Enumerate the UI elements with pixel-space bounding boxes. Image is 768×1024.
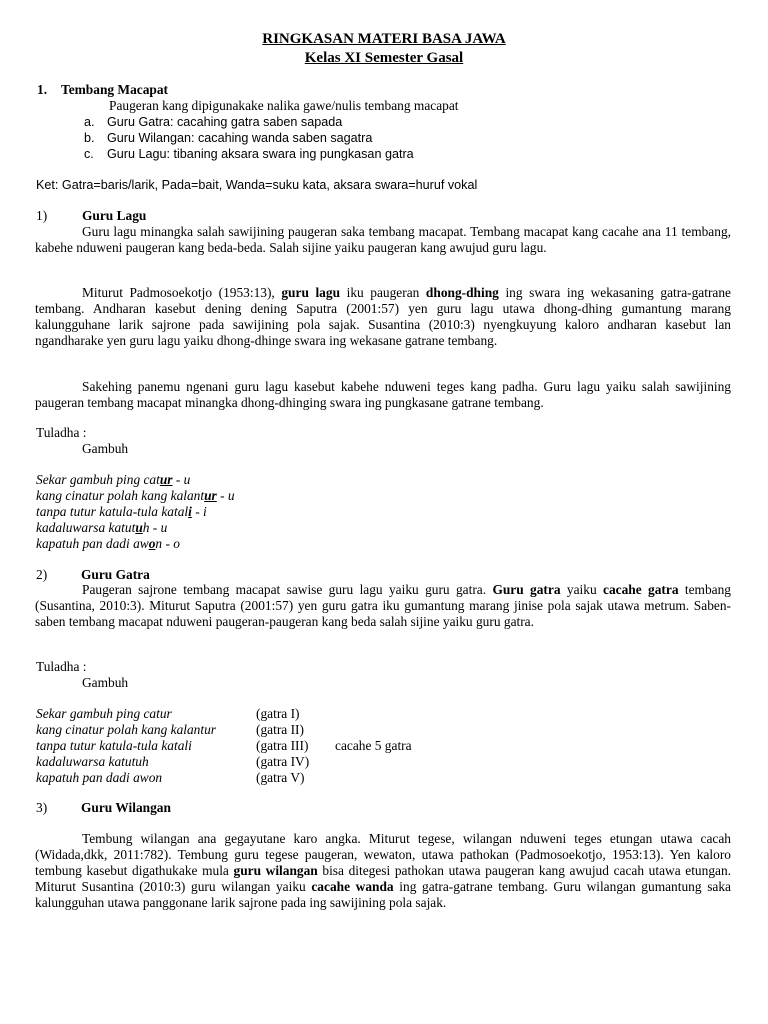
- gatra-label: (gatra IV): [256, 754, 310, 769]
- gatra-label: (gatra III): [256, 738, 309, 753]
- tembang-name: Gambuh: [82, 441, 129, 456]
- subsection-heading-guru-lagu: Guru Lagu: [82, 208, 147, 223]
- guru-gatra-paragraph: Paugeran sajrone tembang macapat sawise guru lagu yaiku guru gatra. Guru gatra yaiku cacahe gatra tembang (Susantina, 2010:3). Miturut Saputra (2001:57) yen guru gatra iku gumantung marang jinise pola sajak utawa metrum. Saben-saben tembang macapat nduweni paugeran-paugeran kang beda salah sijine yaiku guru gatra.: [35, 582, 731, 629]
- gatra-label: (gatra II): [256, 722, 304, 737]
- verse-line: kadaluwarsa katutuh - u: [36, 520, 168, 535]
- list-marker: b.: [84, 131, 95, 145]
- guru-wilangan-paragraph: Tembung wilangan ana gegayutane karo angka. Miturut tegese, wilangan nduweni teges etungan utawa cacah (Widada,dkk, 2011:782). Tembung guru tegese paugeran, wewaton, utawa pathokan (Padmosoekotjo, 1953:13). Yen kaloro tembung kasebut digathukake mula guru wilangan bisa ditegesi pathokan utawa paugeran kang awujud cacah utawa etungan. Miturut Susantina (2010:3) guru wilangan yaiku cacahe wanda ing gatra-gatrane tembang. Guru wilangan gumantung saka kalungguhan utawa panggonane larik sajrone pada ing sawijining pola sajak.: [35, 831, 732, 910]
- tuladha-label: Tuladha :: [36, 659, 87, 674]
- section-1-number: 1.: [37, 82, 48, 97]
- guru-lagu-paragraph-3: Sakehing panemu ngenani guru lagu kasebut kabehe nduweni teges kang padha. Guru lagu yaiku salah sawijining paugeran tembang macapat minangka dhong-dhinging swara ing pungkasane gatrane tembang.: [35, 379, 731, 410]
- document-title: RINGKASAN MATERI BASA JAWA: [262, 31, 506, 47]
- subsection-number: 2): [36, 567, 48, 582]
- gatra-label: (gatra V): [256, 770, 305, 785]
- list-marker: c.: [84, 147, 94, 161]
- verse-line: kapatuh pan dadi awon - o: [36, 536, 180, 551]
- subsection-number: 1): [36, 208, 48, 223]
- tembang-name: Gambuh: [82, 675, 129, 690]
- section-1-heading: Tembang Macapat: [61, 82, 169, 97]
- subsection-heading-guru-gatra: Guru Gatra: [81, 567, 150, 582]
- tuladha-label: Tuladha :: [36, 425, 87, 440]
- verse-line: tanpa tutur katula-tula katali: [36, 738, 192, 753]
- section-1-intro: Paugeran kang dipigunakake nalika gawe/nulis tembang macapat: [109, 98, 459, 113]
- guru-lagu-paragraph-2: Miturut Padmosoekotjo (1953:13), guru lagu iku paugeran dhong-dhing ing swara ing wekasaning gatra-gatrane tembang. Andharan kasebut dening dening Saputra (2001:57) yen guru lagu utawa dhong-dhing gumantung marang kalungguhane larik sajrone pada sawijining pola sajak. Susantina (2010:3) nyengkuyung kaloro andharan kasebut lan ngandharake yen guru lagu yaiku dhong-dhinge swara ing wekasane gatrane tembang.: [35, 285, 731, 348]
- verse-line: kadaluwarsa katutuh: [36, 754, 149, 769]
- verse-line: Sekar gambuh ping catur - u: [36, 472, 191, 487]
- document-subtitle: Kelas XI Semester Gasal: [304, 50, 464, 66]
- list-marker: a.: [84, 115, 95, 129]
- list-item: Guru Lagu: tibaning aksara swara ing pungkasan gatra: [107, 147, 414, 161]
- verse-line: kang cinatur polah kang kalantur - u: [36, 488, 235, 503]
- gatra-label: (gatra I): [256, 706, 300, 721]
- verse-line: tanpa tutur katula-tula katali - i: [36, 504, 207, 519]
- list-item: Guru Wilangan: cacahing wanda saben sagatra: [107, 131, 373, 145]
- keterangan: Ket: Gatra=baris/larik, Pada=bait, Wanda=suku kata, aksara swara=huruf vokal: [36, 178, 478, 192]
- guru-lagu-paragraph-1: Guru lagu minangka salah sawijining paugeran saka tembang macapat. Tembang macapat kang cacahe ana 11 tembang, kabehe nduweni paugeran kang beda-beda. Salah sijine yaiku paugeran kang awujud guru lagu.: [35, 224, 731, 255]
- verse-line: kang cinatur polah kang kalantur: [36, 722, 217, 737]
- gatra-count-note: cacahe 5 gatra: [335, 738, 412, 753]
- subsection-number: 3): [36, 800, 48, 815]
- verse-line: kapatuh pan dadi awon: [36, 770, 163, 785]
- list-item: Guru Gatra: cacahing gatra saben sapada: [107, 115, 343, 129]
- verse-line: Sekar gambuh ping catur: [36, 706, 172, 721]
- subsection-heading-guru-wilangan: Guru Wilangan: [81, 800, 171, 815]
